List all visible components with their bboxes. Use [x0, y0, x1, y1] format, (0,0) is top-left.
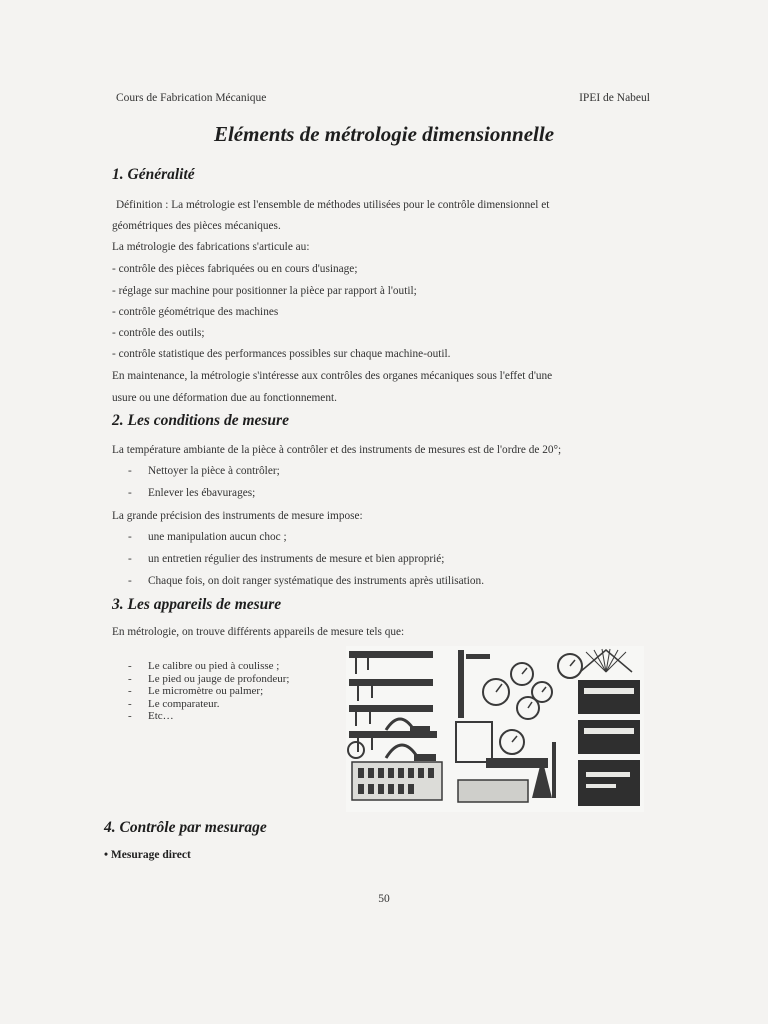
- list-item: - Enlever les ébavurages;: [128, 487, 256, 499]
- section-3-heading: 3. Les appareils de mesure: [112, 596, 282, 613]
- list-item: - Etc…: [128, 710, 174, 723]
- list-item: - Le calibre ou pied à coulisse ;: [128, 660, 280, 672]
- list-item: - Le micromètre ou palmer;: [128, 685, 264, 698]
- articulation-intro: La métrologie des fabrications s'articule au:: [112, 241, 310, 253]
- list-item: - contrôle des outils;: [112, 327, 205, 339]
- section-2-heading: 2. Les conditions de mesure: [112, 412, 289, 429]
- instruments-collage: [346, 646, 644, 812]
- direct-measurement-label: • Mesurage direct: [104, 849, 191, 861]
- temperature-line: La température ambiante de la pièce à contrôler et des instruments de mesures est de l'ordre de 20°;: [112, 444, 562, 456]
- definition-line-1: Définition : La métrologie est l'ensemble de méthodes utilisées pour le contrôle dimensionnel et: [116, 199, 550, 211]
- list-item: - contrôle statistique des performances possibles sur chaque machine-outil.: [112, 348, 451, 360]
- maintenance-line-1: En maintenance, la métrologie s'intéresse aux contrôles des organes mécaniques sous l'effet d'une: [112, 370, 553, 382]
- list-item: - Chaque fois, on doit ranger systématique des instruments après utilisation.: [128, 575, 485, 587]
- list-item: - Le pied ou jauge de profondeur;: [128, 672, 290, 685]
- page-title: Eléments de métrologie dimensionnelle: [213, 122, 555, 146]
- list-item: - contrôle géométrique des machines: [112, 306, 279, 318]
- list-item: - Nettoyer la pièce à contrôler;: [128, 465, 280, 477]
- section-4-heading: 4. Contrôle par mesurage: [104, 819, 267, 836]
- list-item: - Le comparateur.: [128, 697, 220, 710]
- maintenance-line-2: usure ou une déformation due au fonctionnement.: [112, 392, 337, 404]
- instrument-list: [128, 660, 289, 723]
- header-institute: IPEI de Nabeul: [579, 92, 650, 104]
- precision-line: La grande précision des instruments de mesure impose:: [112, 510, 363, 522]
- list-item: - une manipulation aucun choc ;: [128, 531, 287, 543]
- list-item: - un entretien régulier des instruments de mesure et bien approprié;: [128, 553, 445, 565]
- header-course: Cours de Fabrication Mécanique: [116, 92, 267, 104]
- page-number: 50: [378, 893, 390, 905]
- list-item: - contrôle des pièces fabriquées ou en cours d'usinage;: [112, 263, 358, 275]
- measuring-instruments-photo: [346, 646, 644, 812]
- section-1-heading: 1. Généralité: [112, 166, 195, 183]
- instruments-intro: En métrologie, on trouve différents appareils de mesure tels que:: [112, 626, 405, 638]
- definition-line-2: géométriques des pièces mécaniques.: [112, 220, 281, 232]
- list-item: - réglage sur machine pour positionner la pièce par rapport à l'outil;: [112, 285, 417, 297]
